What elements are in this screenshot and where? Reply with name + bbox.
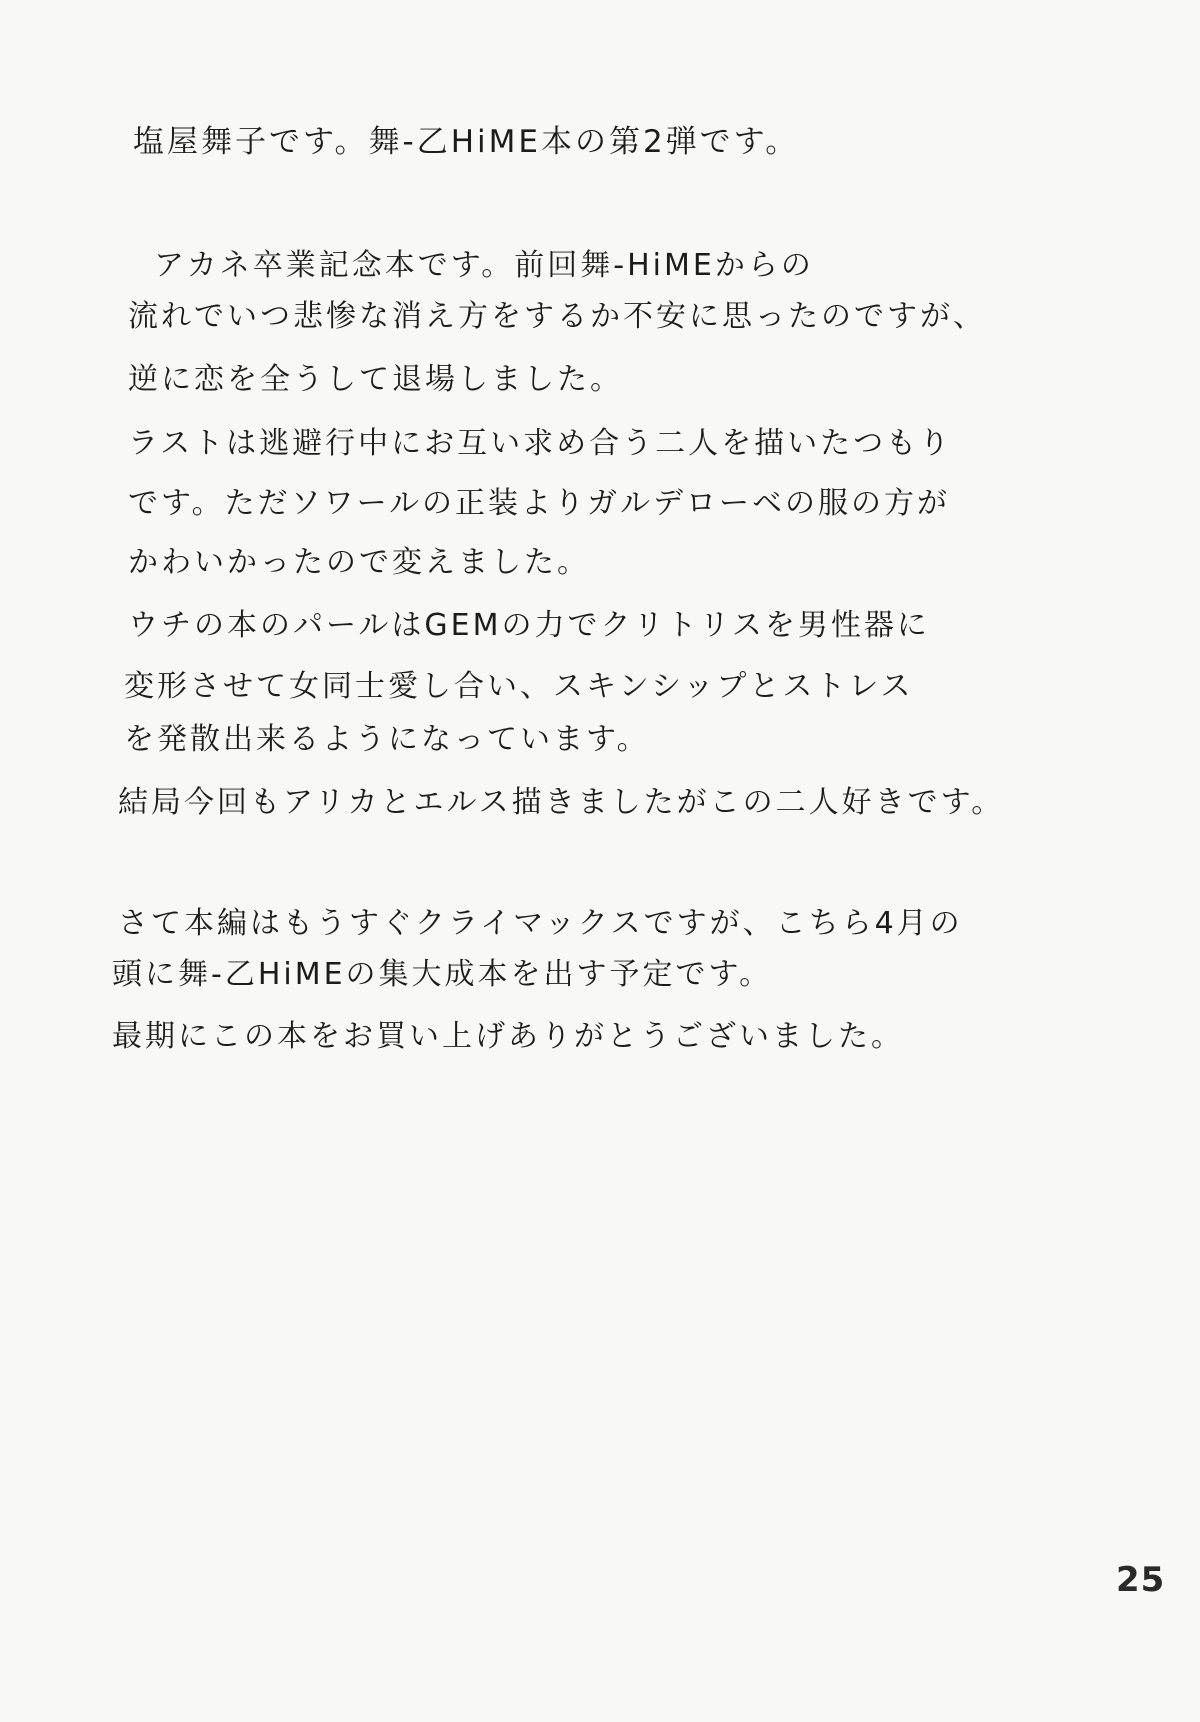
text-line-12: さて本編はもうすぐクライマックスですが、こちら4月の [118,906,963,941]
text-line-6: です。ただソワールの正装よりガルデローベの服の方が [128,486,950,521]
text-line-5: ラストは逃避行中にお互い求め合う二人を描いたつもり [128,426,953,461]
text-line-1: 塩屋舞子です。舞-乙HiME本の第2弾です。 [133,124,800,160]
text-line-14: 最期にこの本をお買い上げありがとうございました。 [112,1019,904,1054]
text-line-8: ウチの本のパールはGEMの力でクリトリスを男性器に [128,608,930,643]
text-line-9: 変形させて女同士愛し合い、スキンシップとストレス [124,669,914,704]
text-line-13: 頭に舞-乙HiMEの集大成本を出す予定です。 [112,957,773,992]
text-line-10: を発散出来るようになっています。 [124,722,650,757]
text-line-3: 流れでいつ悲惨な消え方をするか不安に思ったのですが、 [128,299,986,334]
text-line-7: かわいかったので変えました。 [128,545,590,580]
page-number: 25 [1116,1560,1166,1600]
text-line-4: 逆に恋を全うして退場しました。 [128,362,623,397]
text-line-11: 結局今回もアリカとエルス描きましたがこの二人好きです。 [118,785,1005,820]
text-line-2: アカネ卒業記念本です。前回舞-HiMEからの [154,248,814,283]
